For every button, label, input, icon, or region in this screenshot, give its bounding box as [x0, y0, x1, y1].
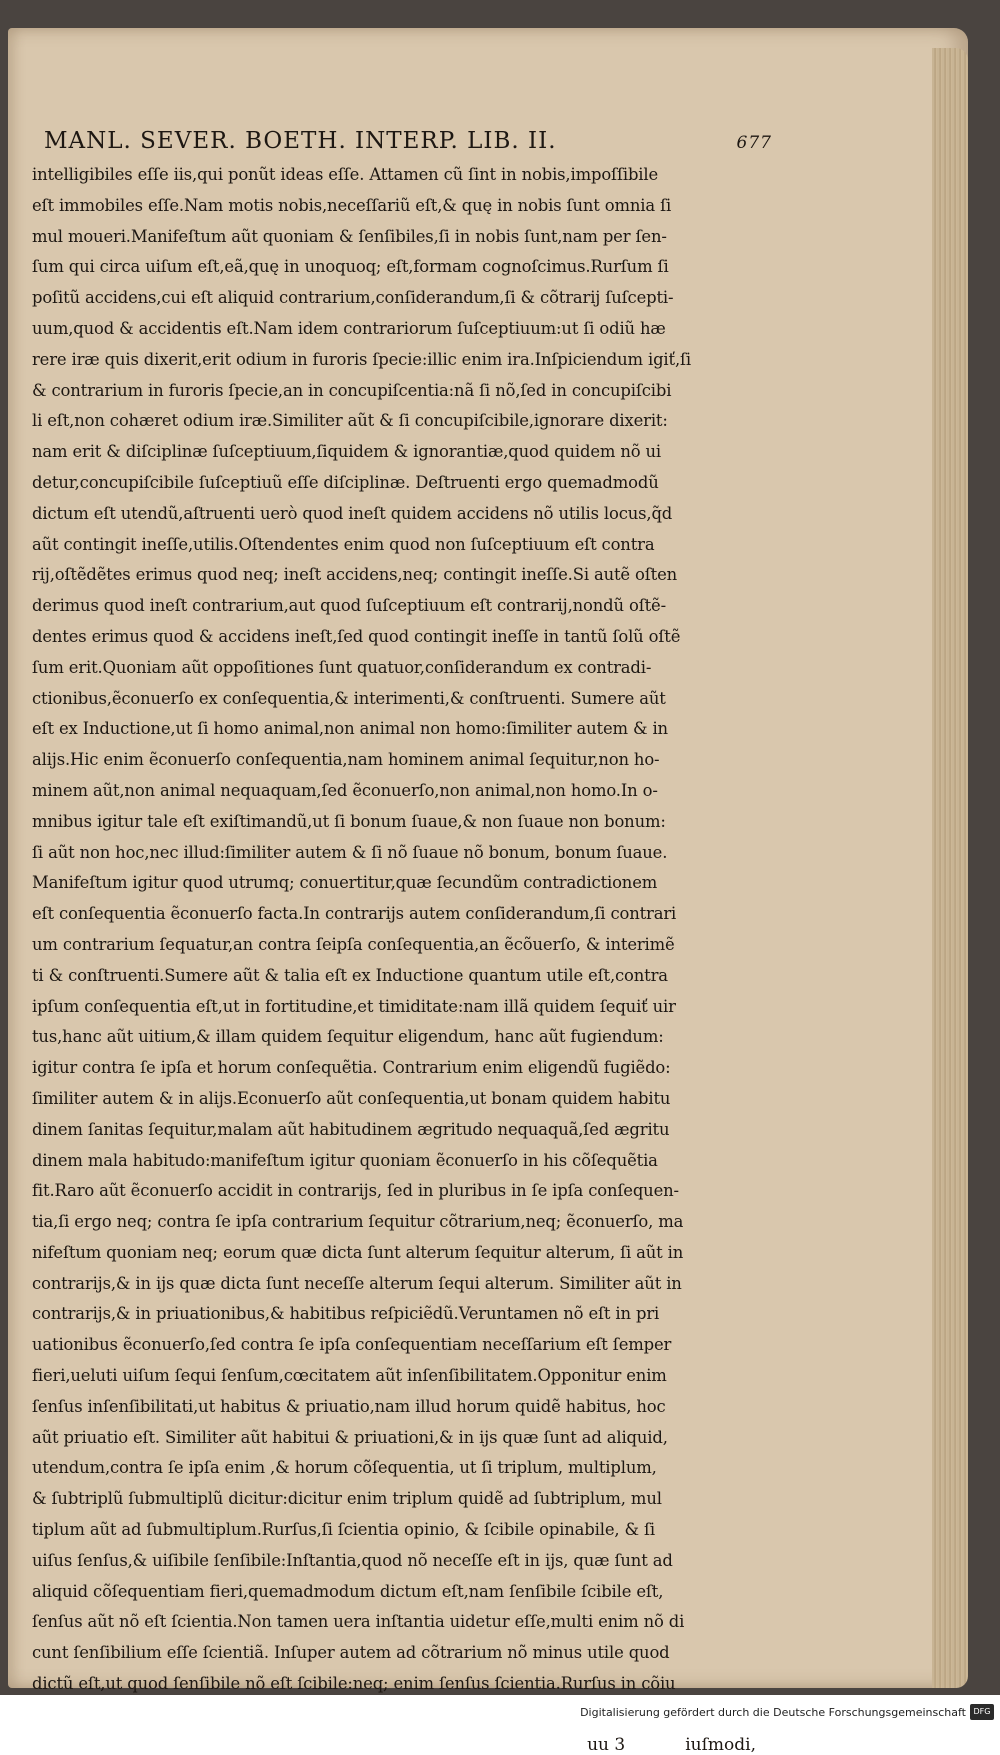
text-line: rere iræ quis dixerit,erit odium in furoris ſpecie:illic enim ira.Inſpiciendum igiť,ſi — [32, 349, 692, 369]
text-line: um contrarium ſequatur,an contra ſeipſa conſequentia,an ẽcõuerſo, & interimẽ — [32, 934, 675, 954]
dfg-logo: DFG — [970, 1704, 994, 1720]
text-line: ipſum conſequentia eſt,ut in fortitudine,et timiditate:nam illã quidem ſequiť uir — [32, 996, 676, 1016]
text-line: uiſus ſenſus,& uiſibile ſenſibile:Inſtantia,quod nõ neceſſe eſt in ijs, quæ ſunt ad — [32, 1550, 673, 1570]
text-line: uationibus ẽconuerſo,ſed contra ſe ipſa conſequentiam neceſſarium eſt ſemper — [32, 1335, 672, 1355]
text-line: dinem ſanitas ſequitur,malam aũt habitudinem ægritudo nequaquã,ſed ægritu — [32, 1119, 670, 1139]
text-line: fieri,ueluti uiſum ſequi ſenſum,cœcitatem aũt inſenſibilitatem.Opponitur enim — [32, 1366, 667, 1386]
text-line: li eſt,non cohæret odium iræ.Similiter aũt & ſi concupiſcibile,ignorare dixerit: — [32, 411, 668, 431]
text-line: minem aũt,non animal nequaquam,ſed ẽconuerſo,non animal,non homo.In o- — [32, 780, 658, 800]
text-line: eſt ex Inductione,ut ſi homo animal,non animal non homo:ſimiliter autem & in — [32, 719, 668, 739]
text-line: contrarijs,& in priuationibus,& habitibus reſpiciẽdũ.Veruntamen nõ eſt in pri — [32, 1304, 660, 1324]
running-head-title: MANL. SEVER. BOETH. INTERP. LIB. II. — [44, 128, 557, 154]
text-line: derimus quod ineſt contrarium,aut quod ſuſceptiuum eſt contrarij,nondũ oſtẽ- — [32, 596, 666, 616]
signature-mark: uu 3 — [587, 1734, 626, 1755]
text-line: nifeſtum quoniam neq; eorum quæ dicta ſunt alterum ſequitur alterum, ſi aũt in — [32, 1242, 684, 1262]
text-line: dinem mala habitudo:manifeſtum igitur quoniam ẽconuerſo in his cõſequẽtia — [32, 1150, 658, 1170]
text-line: alijs.Hic enim ẽconuerſo conſequentia,nam hominem animal ſequitur,non ho- — [32, 750, 660, 770]
text-line: eſt conſequentia ẽconuerſo facta.In contrarijs autem conſiderandum,ſi contrari — [32, 904, 677, 924]
body-text — [32, 160, 762, 1731]
folio-number: 677 — [736, 133, 772, 153]
text-line: & ſubtriplũ ſubmultiplũ dicitur:dicitur enim triplum quidẽ ad ſubtriplum, mul — [32, 1489, 662, 1509]
running-head — [32, 128, 772, 154]
text-line: tia,ſi ergo neq; contra ſe ipſa contrarium ſequitur cõtrarium,neq; ẽconuerſo, ma — [32, 1212, 684, 1232]
text-line: dictum eſt utendũ,aſtruenti uerò quod ineſt quidem accidens nõ utilis locus,q̃d — [32, 503, 673, 523]
text-line: ctionibus,ẽconuerſo ex conſequentia,& interimenti,& conſtruenti. Sumere aũt — [32, 688, 666, 708]
text-line: ti & conſtruenti.Sumere aũt & talia eſt ex Inductione quantum utile eſt,contra — [32, 965, 668, 985]
text-line: dentes erimus quod & accidens ineſt,ſed quod contingit ineſſe in tantũ ſolũ oſtẽ — [32, 626, 681, 646]
text-line: mnibus igitur tale eſt exiſtimandũ,ut ſi bonum ſuaue,& non ſuaue non bonum: — [32, 811, 666, 831]
catchword: iuſmodi, — [685, 1734, 756, 1755]
text-line: & contrarium in furoris ſpecie,an in concupiſcentia:nã ſi nõ,ſed in concupiſcibi — [32, 380, 672, 400]
text-line: uum,quod & accidentis eſt.Nam idem contrariorum ſuſceptiuum:ut ſi odiũ hæ — [32, 318, 666, 338]
text-line: tus,hanc aũt uitium,& illam quidem ſequitur eligendum, hanc aũt fugiendum: — [32, 1027, 664, 1047]
text-line: aliquid cõſequentiam fieri,quemadmodum dictum eſt,nam ſenſibile ſcibile eſt, — [32, 1581, 664, 1601]
text-line: intelligibiles eſſe iis,qui ponũt ideas eſſe. Attamen cũ ſint in nobis,impoſſibile — [32, 165, 659, 184]
text-line: eſt immobiles eſſe.Nam motis nobis,neceſſariũ eſt,& quę in nobis ſunt omnia ſi — [32, 195, 672, 215]
text-line: dictũ eſt,ut quod ſenſibile nõ eſt ſcibile:neq; enim ſenſus ſcientia.Rurſus in cõiu — [32, 1674, 676, 1694]
text-line: detur,concupiſcibile ſuſceptiuũ eſſe diſciplinæ. Deſtruenti ergo quemadmodũ — [32, 472, 659, 492]
text-line: ſenſus aũt nõ eſt ſcientia.Non tamen uera inſtantia uidetur eſſe,multi enim nõ di — [32, 1612, 685, 1632]
text-line: Manifeſtum igitur quod utrumq; conuertitur,quæ ſecundũm contradictionem — [32, 873, 658, 893]
text-line: ſum erit.Quoniam aũt oppoſitiones ſunt quatuor,conſiderandum ex contradi- — [32, 657, 652, 677]
digitization-footer — [0, 1695, 1000, 1731]
funding-credit: Digitalisierung gefördert durch die Deutsche Forschungsgemeinschaft — [580, 1706, 966, 1719]
text-line: mul moueri.Manifeſtum aũt quoniam & ſenſibiles,ſi in nobis ſunt,nam per ſen- — [32, 226, 667, 246]
text-line: igitur contra ſe ipſa et horum conſequẽtia. Contrarium enim eligendũ fugiẽdo: — [32, 1058, 671, 1078]
text-line: tiplum aũt ad ſubmultiplum.Rurſus,ſi ſcientia opinio, & ſcibile opinabile, & ſi — [32, 1520, 655, 1540]
catchword-line — [32, 1735, 762, 1755]
text-line: aũt contingit ineſſe,utilis.Oſtendentes enim quod non ſuſceptiuum eſt contra — [32, 534, 655, 554]
text-line: ſimiliter autem & in alijs.Econuerſo aũt conſequentia,ut bonam quidem habitu — [32, 1088, 671, 1108]
text-line: ſi aũt non hoc,nec illud:ſimiliter autem & ſi nõ ſuaue nõ bonum, bonum ſuaue. — [32, 842, 668, 862]
text-line: rij,oſtẽdẽtes erimus quod neq; ineſt accidens,neq; contingit ineſſe.Si autẽ oſten — [32, 565, 678, 585]
text-line: nam erit & diſciplinæ ſuſceptiuum,ſiquidem & ignorantiæ,quod quidem nõ ui — [32, 442, 662, 462]
text-line: ſenſus inſenſibilitati,ut habitus & priuatio,nam illud horum quidẽ habitus, hoc — [32, 1396, 666, 1416]
text-line: cunt ſenſibilium eſſe ſcientiã. Inſuper autem ad cõtrarium nõ minus utile quod — [32, 1643, 670, 1663]
text-line: ſum qui circa uiſum eſt,eã,quę in unoquoq; eſt,formam cognoſcimus.Rurſum ſi — [32, 257, 669, 277]
text-line: utendum,contra ſe ipſa enim ,& horum cõſequentia, ut ſi triplum, multiplum, — [32, 1458, 657, 1478]
page-content — [32, 128, 772, 1755]
text-line: fit.Raro aũt ẽconuerſo accidit in contrarijs, ſed in pluribus in ſe ipſa conſequen- — [32, 1181, 679, 1201]
text-line: contrarijs,& in ijs quæ dicta ſunt neceſſe alterum ſequi alterum. Similiter aũt in — [32, 1273, 682, 1293]
text-line: aũt priuatio eſt. Similiter aũt habitui & priuationi,& in ijs quæ ſunt ad aliquid, — [32, 1427, 668, 1447]
text-line: poſitũ accidens,cui eſt aliquid contrarium,conſiderandum,ſi & cõtrarij ſuſcepti- — [32, 288, 674, 308]
page-edges — [932, 48, 968, 1688]
